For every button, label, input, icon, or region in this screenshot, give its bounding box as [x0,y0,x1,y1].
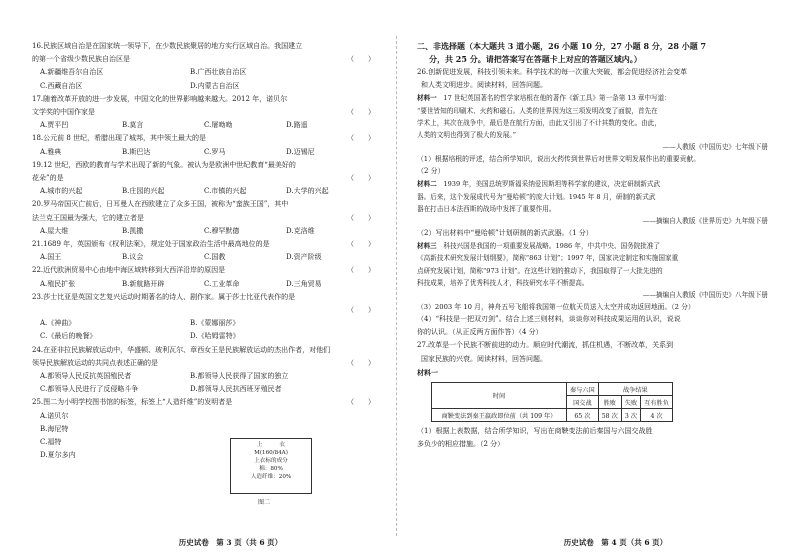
table-header: 秦与六国 [567,383,599,396]
option-d: D.大学的兴起 [286,187,329,196]
option-d: D.内蒙古自治区 [190,81,240,90]
material-text: 《高新技术研究发展计划纲要》，简称“863 计划”；1997 年，国家决定制定和实施国家重 [417,254,679,263]
option-d: D.都领导人民抗西班牙殖民者 [190,385,282,394]
question-20 [32,198,375,238]
material-text: 1939 年，美国总统罗斯福采纳爱因斯坦等科学家的建议，决定研制新式武 [443,180,661,189]
option-d: D.资产阶级 [286,253,322,262]
table-cell: 65 次 [567,409,599,422]
figure-caption: 图二 [258,499,271,506]
q27-stem: 27.改革是一个民族不断前进的动力。顺应时代潮流，抓住机遇，不断改革，关系到 [417,341,674,350]
option-a: A.雅典 [40,147,62,156]
table-header: 胜败 [598,396,621,409]
q24-stem: 24.在亚非拉民族解放运动中，华盛顿、玻利瓦尔、章西女王是民族解放运动的杰出作者，对他们 [32,345,331,354]
option-a: A.贾平凹 [40,121,69,130]
page-footer: 历史试卷 第 3 页（共 6 页） [178,538,283,547]
material-source: ——摘编自人教版《中国历史》八年级下册 [642,291,768,300]
option-c: C.穆罕默德 [204,226,240,235]
option-a: A.新疆维吾尔自治区 [40,68,104,77]
option-c: C.市镇的兴起 [204,187,247,196]
answer-paren: （ ） [347,213,375,222]
answer-paren: （ ） [347,108,375,117]
material-text: 17 世纪英国著名的哲学家培根在他的著作《新工具》第一条第 13 章中写道： [443,94,671,103]
option-a: A.《神曲》 [40,319,76,328]
option-a: A.都领导人民反抗英国殖民者 [40,372,132,381]
question-23 [32,291,375,344]
q17-stem-cont: 文学奖的中国作家是 [32,108,95,117]
option-a: A.殖民扩张 [40,279,76,288]
option-d: D.《哈姆雷特》 [190,332,240,341]
material-label: 材料二 [417,180,437,189]
option-b: B.广西壮族自治区 [190,68,247,77]
question-18 [32,132,375,158]
war-results-table [431,382,673,422]
option-c: C.《最后的晚餐》 [40,332,97,341]
label-size: M(160/84A) [254,450,288,456]
right-page [397,0,794,560]
q24-stem-cont: 领导民族解放运动的共同点表述正确的是 [32,358,158,367]
label-composition-title: 上衣标的成分 [254,458,288,464]
material-text: 器在打击日本法西斯的战场中发挥了重要作用。 [417,204,556,213]
option-c: C.罗马 [204,147,226,156]
label-title: 上 衣 [257,442,285,448]
option-d: D.迈锡尼 [286,147,315,156]
material-3 [417,240,768,301]
question-21 [32,238,375,264]
material-source: ——摘编自人教版《世界历史》九年级下册 [642,217,768,226]
option-c: C.国教 [204,253,226,262]
section-title-cont: 分，共 25 分。请把答案写在答题卡上对应的答题区域内。） [429,54,642,64]
option-b: B.《蒙娜丽莎》 [190,319,240,328]
answer-paren: （ ） [347,55,375,64]
q26-part-3: （3）2003 年 10 月，神舟五号飞船将我国第一位航天员送入太空并成功返回地面。（2 分） [417,303,695,312]
option-c: C.西藏自治区 [40,81,83,90]
material-text: 器。后来，这个发展成代号为“曼哈顿”的庞大计划。1945 年 8 月，研制的新式武 [417,192,656,201]
answer-paren: （ ） [347,174,375,183]
table-cell: 商鞅变法到秦王嬴政即位前（共 109 年） [432,409,567,422]
option-a: A.城市的兴起 [40,187,83,196]
option-c: C.都领导人民进行了反侵略斗争 [40,385,139,394]
option-b: B.议会 [122,253,144,262]
material-text: 科技兴国是我国的一项重要发展战略。1986 年，中共中央、国务院批准了 [443,242,661,251]
q16-stem-cont: 的第一个省级少数民族自治区是 [32,55,130,64]
q20-stem: 20.罗马帝国灭亡前后，日耳曼人在西欧建立了众多王国，被称为“蛮族王国”，其中 [32,200,289,209]
question-16 [32,40,375,93]
table-header: 互有胜负 [641,396,673,409]
q26-part-1: （1）根据培根的评述，结合所学知识，说出火药传到世界后对世界文明发展作出的重要贡献。 [417,155,700,164]
page-footer: 历史试卷 第 4 页（共 6 页） [563,538,668,547]
option-d: D.路遥 [286,121,308,130]
q23-stem: 23.莎士比亚是英国文艺复兴运动时期著名的诗人、剧作家。属于莎士比亚代表作的是 [32,292,296,301]
answer-paren: （ ） [347,306,375,315]
option-d: D.克洛维 [286,226,315,235]
label-cotton: 棉：80% [259,466,283,472]
question-17 [32,93,375,133]
option-b: B.凯撒 [122,226,144,235]
table-header: 战争结果 [598,383,672,396]
q26-part-4: （4）“科技是一把双刃剑”。结合上述三则材料，谈谈你对科技成果运用的认识，说说 [417,315,681,324]
option-b: B.海尼特 [40,424,69,433]
table-row [432,409,673,422]
table-header: 失败 [621,396,640,409]
option-c: C.福特 [40,438,62,447]
material-text: 学术上，其次在战争中，最后是在航行方面，由此又引出了不计其数的变化。由此， [417,118,661,127]
table-header: 国交战 [567,396,599,409]
material-text: “要世皆知的印刷术、火药和磁石。人类的世界因为这三项发明改变了面貌，首先在 [417,106,658,115]
option-b: B.新航路开辟 [122,279,165,288]
question-19 [32,159,375,199]
answer-paren: （ ） [347,398,375,407]
q26-part-1-points: （2 分） [417,167,445,176]
option-a: A.国王 [40,253,62,262]
material-label: 材料一 [417,367,438,377]
q16-stem: 16.民族区域自治是在国家统一领导下，在少数民族聚居的地方实行区域自治。我国建立 [32,42,303,50]
q26-part-4-cont: 你的认识。（从正反两方面作答）（4 分） [417,328,543,337]
table-header: 时间 [432,383,567,409]
q27-stem-cont: 国家民族的兴衰。阅读材料，回答问题。 [421,354,547,363]
question-22 [32,264,375,290]
answer-paren: （ ） [347,134,375,143]
material-text: 点研究发展计划，简称“973 计划”。在这些计划的推动下，我国取得了一大批先进的 [417,266,663,275]
option-c: C.工业革命 [204,279,240,288]
q20-stem-cont: 法兰克王国最为强大，它的建立者是 [32,213,144,222]
label-fiber: 人造纤维：20% [250,474,292,480]
table-cell: 4 次 [641,409,673,422]
material-1 [417,92,768,153]
material-source: ——人教版《中国历史》七年级下册 [662,143,768,152]
q27-part-1-cont: 多负少的相应措施。（2 分） [417,440,505,449]
q26-part-2: （2）写出材料中“曼哈顿”计划研制的新式武器。（1 分） [417,229,593,238]
q22-stem: 22.近代欧洲贸易中心由地中海区域转移到大西洋沿岸的原因是 [32,266,226,275]
option-c: C.屠呦呦 [204,121,233,130]
material-label: 材料一 [417,94,437,103]
clothing-label-figure [230,438,312,494]
material-2 [417,178,768,227]
question-24 [32,344,375,397]
material-label: 材料三 [417,242,437,251]
option-a: A.屋大维 [40,226,69,235]
q27-part-1: （1）根据上表数据，结合所学知识，写出在商鞅变法前后秦国与六国交战胜 [417,427,653,436]
q19-stem: 19.12 世纪，西欧的教育与学术出现了新的气象。被认为是欧洲中世纪教育“最美好的 [32,160,296,169]
option-b: B.斯巴达 [122,147,151,156]
q26-stem: 26.创新促进发展，科技引领未来。科学技术的每一次重大突破，都会促进经济社会变革 [417,68,688,76]
option-d: D.三角贸易 [286,279,322,288]
table-cell: 58 次 [598,409,621,422]
answer-paren: （ ） [347,358,375,367]
option-b: B.莫言 [122,121,144,130]
option-b: B.都领导人民获得了国家的独立 [190,372,289,381]
option-d: D.夏尔多内 [40,451,76,460]
q17-stem: 17.随着改革开放的进一步发展，中国文化的世界影响越来越大。2012 年，诺贝尔 [32,94,288,103]
table-cell: 3 次 [621,409,640,422]
answer-paren: （ ） [347,266,375,275]
q18-stem: 18.公元前 8 世纪，希腊出现了城邦，其中领土最大的是 [32,134,207,143]
option-b: B.庄园的兴起 [122,187,165,196]
question-25 [32,396,375,462]
material-text: 人类的文明也得到了极大的发展。” [417,131,516,140]
option-a: A.诺贝尔 [40,411,69,420]
q19-stem-cont: 花朵”的是 [32,174,64,183]
q21-stem: 21.1689 年，英国颁布《权利法案》，规定处于国家政治生活中最高地位的是 [32,240,270,249]
section-title: 二、非选择题（本大题共 3 道小题，26 小题 10 分，27 小题 8 分，28 小题 7 [417,41,707,51]
q26-stem-cont: 和人类文明进步。阅读材料，回答问题。 [421,81,547,90]
material-text: 科技成果，培养了优秀科技人才，科技研究水平不断提高。 [417,278,589,287]
q25-stem: 25.图二为小明学校图书馆的标签，标签上“人造纤维”的发明者是 [32,398,233,407]
answer-paren: （ ） [347,240,375,249]
